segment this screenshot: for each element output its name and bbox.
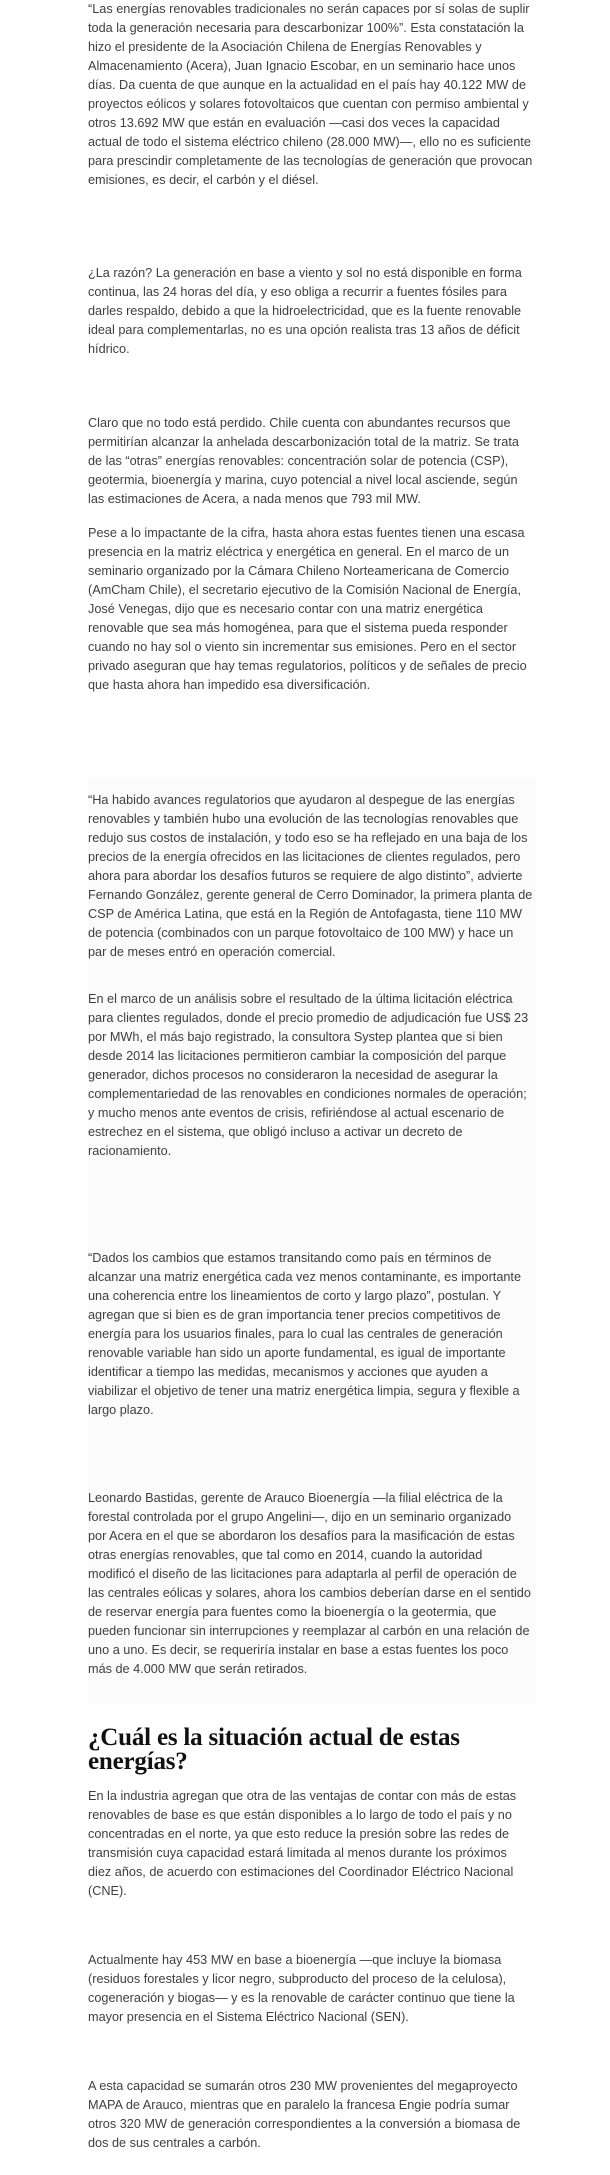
article-paragraph: “Dados los cambios que estamos transitando como país en términos de alcanzar una matriz energética cada vez menos contaminante, es importante una coherencia entre los lineamientos de corto y largo plazo”, postulan. Y agregan que si bien es de gran importancia tener precios competitivos de energía para los usuarios finales, para lo cual las centrales de generación renovable variable han sido un aporte fundamental, es igual de importante identificar a tiempo las medidas, mecanismos y acciones que ayuden a viabilizar el objetivo de tener una matriz energética limpia, segura y flexible a largo plazo. [88,1251,522,1417]
article-paragraph: En el marco de un análisis sobre el resultado de la última licitación eléctrica para clientes regulados, donde el precio promedio de adjudicación fue US$ 23 por MWh, el más bajo registrado, la consultora Systep plantea que si bien desde 2014 las licitaciones permitieron cambiar la composición del parque generador, dichos procesos no consideraron la necesidad de asegurar la complementariedad de las renovables en condiciones normales de operación; y mucho menos ante eventos de crisis, refiriéndose al actual escenario de estrechez en el sistema, que obligó incluso a activar un decreto de racionamiento. [88,992,529,1158]
section-paragraph: Actualmente hay 453 MW en base a bioenergía —que incluye la biomasa (residuos forestales y licor negro, subproducto del proceso de la celulosa), cogeneración y biogas— y es la renovable de carácter continuo que tiene la mayor presencia en el Sistema Eléctrico Nacional (SEN). [88,1953,515,2024]
section-paragraph: A esta capacidad se sumarán otros 230 MW provenientes del megaproyecto MAPA de Arauco, mientras que en paralelo la francesa Engie podría sumar otros 320 MW de generación correspondientes a la conversión a biomasa de dos de sus centrales a carbón. [88,2079,521,2150]
section-title: ¿Cuál es la situación actual de estas energías? [88,1724,460,1775]
section-paragraph: En la industria agregan que otra de las ventajas de contar con más de estas renovables de base es que están disponibles a lo largo de todo el país y no concentradas en el norte, ya que esto reduce la presión sobre las redes de transmisión cuya capacidad estará limitada al menos durante los próximos diez años, de acuerdo con estimaciones del Coordinador Eléctrico Nacional (CNE). [88,1789,517,1898]
article-paragraph: “Ha habido avances regulatorios que ayudaron al despegue de las energías renovables y también hubo una evolución de las tecnologías renovables que redujo sus costos de instalación, y todo eso se ha reflejado en una baja de los precios de la energía ofrecidos en las licitaciones de clientes regulados, pero ahora para abordar los desafíos futuros se requiere de algo distinto”, advierte Fernando González, gerente general de Cerro Dominador, la primera planta de CSP de América Latina, que está en la Región de Antofagasta, tiene 110 MW de potencia (combinados con un parque fotovoltaico de 100 MW) y hace un par de meses entró en operación comercial. [88,793,533,959]
article-paragraph: Claro que no todo está perdido. Chile cuenta con abundantes recursos que permitirían alcanzar la anhelada descarbonización total de la matriz. Se trata de las “otras” energías renovables: concentración solar de potencia (CSP), geotermia, bioenergía y marina, cuyo potencial a nivel local asciende, según las estimaciones de Acera, a nada menos que 793 mil MW. [88,416,519,506]
article-paragraph: “Las energías renovables tradicionales no serán capaces por sí solas de suplir toda la generación necesaria para descarbonizar 100%”. Esta constatación la hizo el presidente de la Asociación Chilena de Energías Renovables y Almacenamiento (Acera), Juan Ignacio Escobar, en un seminario hace unos días. Da cuenta de que aunque en la actualidad en el país hay 40.122 MW de proyectos eólicos y solares fotovoltaicos que cuentan con permiso ambiental y otros 13.692 MW que están en evaluación —casi dos veces la capacidad actual de todo el sistema eléctrico chileno (28.000 MW)—, ello no es suficiente para prescindir completamente de las tecnologías de generación que provocan emisiones, es decir, el carbón y el diésel. [88,2,533,187]
article-paragraph: Pese a lo impactante de la cifra, hasta ahora estas fuentes tienen una escasa presencia en la matriz eléctrica y energética en general. En el marco de un seminario organizado por la Cámara Chileno Norteamericana de Comercio (AmCham Chile), el secretario ejecutivo de la Comisión Nacional de Energía, José Venegas, dijo que es necesario contar con una matriz energética renovable que sea más homogénea, para que el sistema pueda responder cuando no hay sol o viento sin incrementar sus emisiones. Pero en el sector privado aseguran que hay temas regulatorios, políticos y de señales de precio que hasta ahora han impedido esa diversificación. [88,526,527,692]
article-paragraph: Leonardo Bastidas, gerente de Arauco Bioenergía —la filial eléctrica de la forestal controlada por el grupo Angelini—, dijo en un seminario organizado por Acera en el que se abordaron los desafíos para la masificación de estas otras energías renovables, que tal como en 2014, cuando la autoridad modificó el diseño de las licitaciones para adaptarla al perfil de operación de las centrales eólicas y solares, ahora los cambios deberían darse en el sentido de reservar energía para fuentes como la bioenergía o la geotermia, que pueden funcionar sin interrupciones y reemplazar al carbón en una relación de uno a uno. Es decir, se requeriría instalar en base a estas fuentes los poco más de 4.000 MW que serán retirados. [88,1491,531,1676]
article-paragraph: ¿La razón? La generación en base a viento y sol no está disponible en forma continua, las 24 horas del día, y eso obliga a recurrir a fuentes fósiles para darles respaldo, debido a que la hidroelectricidad, que es la fuente renovable ideal para complementarlas, no es una opción realista tras 13 años de déficit hídrico. [88,266,522,356]
